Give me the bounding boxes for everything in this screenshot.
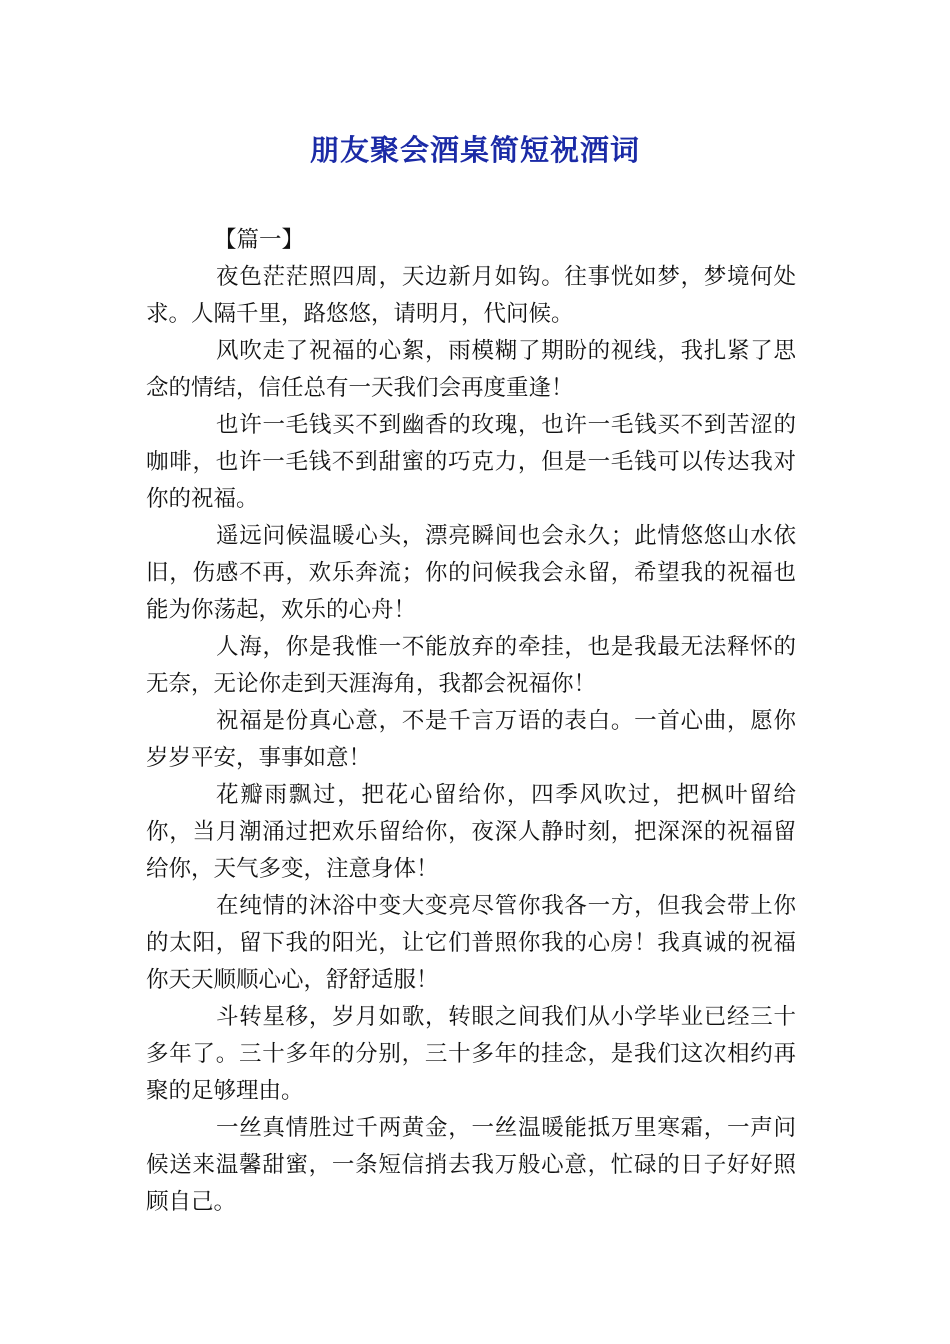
paragraph: 夜色茫茫照四周，天边新月如钩。往事恍如梦，梦境何处求。人隔千里，路悠悠，请明月，代问候。: [146, 264, 796, 327]
paragraph: 遥远问候温暖心头，漂亮瞬间也会永久；此情悠悠山水依旧，伤感不再，欢乐奔流；你的问候我会永留，希望我的祝福也能为你荡起，欢乐的心舟！: [146, 523, 796, 623]
paragraph: 花瓣雨飘过，把花心留给你，四季风吹过，把枫叶留给你，当月潮涌过把欢乐留给你，夜深人静时刻，把深深的祝福留给你，天气多变，注意身体！: [146, 782, 796, 882]
paragraph: 人海，你是我惟一不能放弃的牵挂，也是我最无法释怀的无奈，无论你走到天涯海角，我都会祝福你！: [146, 634, 796, 697]
document-title: 朋友聚会酒桌简短祝酒词: [309, 133, 640, 167]
paragraph: 在纯情的沐浴中变大变亮尽管你我各一方，但我会带上你的太阳，留下我的阳光，让它们普照你我的心房！我真诚的祝福你天天顺顺心心，舒舒适服！: [146, 893, 796, 993]
document-body: [146, 222, 796, 1221]
paragraph: 风吹走了祝福的心絮，雨模糊了期盼的视线，我扎紧了思念的情结，信任总有一天我们会再度重逢！: [146, 338, 796, 401]
paragraph: 祝福是份真心意，不是千言万语的表白。一首心曲，愿你岁岁平安，事事如意！: [146, 708, 796, 771]
paragraph: 斗转星移，岁月如歌，转眼之间我们从小学毕业已经三十多年了。三十多年的分别，三十多年的挂念，是我们这次相约再聚的足够理由。: [146, 1004, 796, 1104]
section-label: 【篇一】: [214, 227, 305, 253]
paragraph: 也许一毛钱买不到幽香的玫瑰，也许一毛钱买不到苦涩的咖啡，也许一毛钱不到甜蜜的巧克力，但是一毛钱可以传达我对你的祝福。: [146, 412, 796, 512]
paragraph: 一丝真情胜过千两黄金，一丝温暖能抵万里寒霜，一声问候送来温馨甜蜜，一条短信捎去我万般心意，忙碌的日子好好照顾自己。: [146, 1115, 796, 1215]
